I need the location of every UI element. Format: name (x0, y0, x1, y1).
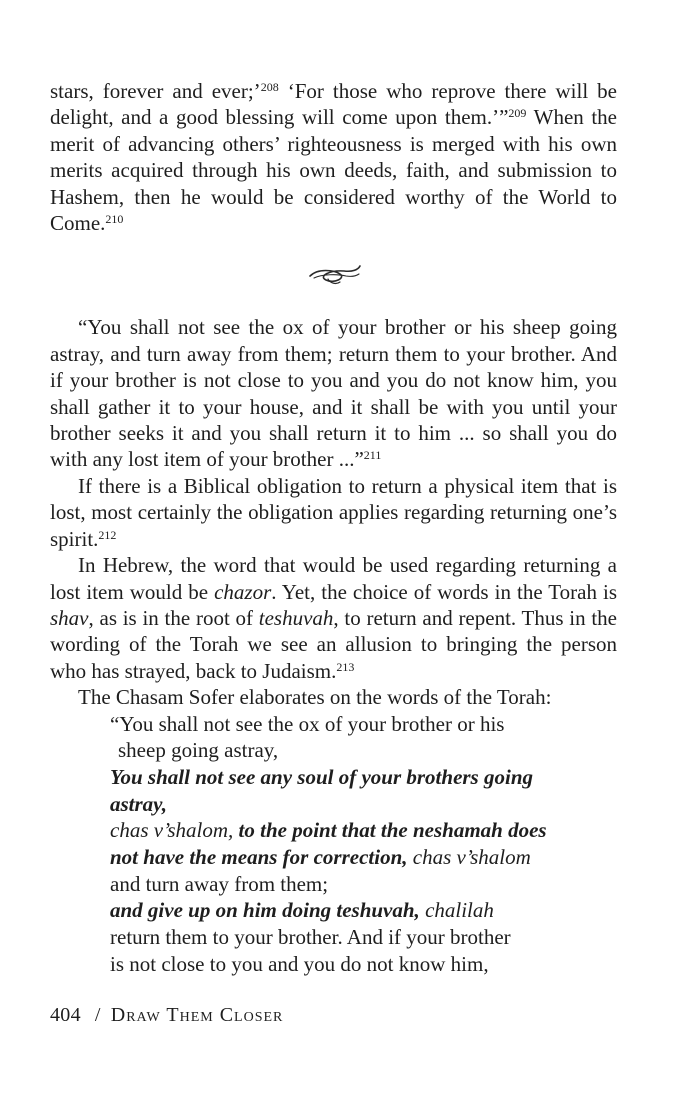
text-run: “You shall not see the ox of your brother or his sheep going astray, and turn away from them; return them to your brother. And if your brother is not close to you and you do not know him, you shall gather it to your house, and it shall be with you until your brother seeks it and you shall return it to him ... so shall you do with any lost item of your brother ...” (50, 315, 617, 472)
quote-text: and turn away from them; (110, 871, 329, 896)
block-quote-line (110, 764, 550, 791)
paragraph-torah-verse (50, 314, 617, 472)
block-quote-line (110, 844, 550, 871)
text-run: ‘For those who reprove there will be delight, and a good blessing will come upon them.’” (50, 79, 617, 130)
paragraph-merit-world-to-come (50, 78, 617, 236)
quote-text: “You shall not see the ox of your brother or his (110, 711, 505, 736)
commentary-emphasis: You shall not see any soul of your brothers going (110, 764, 533, 789)
quote-text: return them to your brother. And if your brother (110, 925, 511, 950)
footnote-ref: 212 (98, 527, 117, 542)
text-run: If there is a Biblical obligation to return a physical item that is lost, most certainly the obligation applies regarding returning one’s spirit. (50, 473, 617, 551)
commentary-emphasis: astray, (110, 791, 167, 816)
block-quote-line (110, 711, 550, 738)
text-run: When the merit of advancing others’ righteousness is merged with his own merits acquired through his own deeds, faith, and submission to Hashem, then he would be considered worthy of the World to Come. (50, 105, 618, 236)
paragraph-hebrew-word (50, 552, 617, 684)
block-quote-line (110, 817, 550, 844)
block-quote-line (110, 871, 550, 898)
text-run: . Yet, the choice of words in the Torah is (271, 579, 617, 604)
footnote-ref: 209 (508, 106, 527, 121)
page-number: 404 (50, 1004, 81, 1026)
flourish-ornament-icon (304, 262, 364, 288)
footer-separator: / (94, 1004, 101, 1026)
block-quote-line (110, 897, 550, 924)
italic-term: shav (50, 605, 89, 630)
italic-phrase: chas v’shalom, (110, 818, 239, 843)
text-run: In Hebrew, the word that would be used regarding returning a lost item would be (50, 553, 617, 604)
chasam-sofer-block-quote (110, 711, 550, 978)
quote-text: is not close to you and you do not know him, (110, 951, 489, 976)
running-book-title: Draw Them Closer (110, 1004, 284, 1026)
footnote-ref: 211 (363, 448, 382, 463)
italic-term: teshuvah (258, 605, 334, 630)
footnote-ref: 213 (336, 659, 355, 674)
footnote-ref: 210 (105, 212, 124, 227)
commentary-emphasis: to the point that the neshamah does (238, 818, 547, 843)
footnote-ref: 208 (260, 80, 279, 94)
text-run: stars, forever and ever;’ (50, 79, 261, 103)
page-body (50, 78, 617, 978)
block-quote-line (110, 791, 550, 818)
page-footer (50, 1004, 283, 1027)
commentary-emphasis: and give up on him doing teshuvah, (110, 898, 426, 923)
text-run: , to return and repent. Thus in the wording of the Torah we see an allusion to bringing the person who has strayed, back to Judaism. (50, 605, 617, 683)
block-quote-line (110, 924, 550, 951)
italic-term: chazor (214, 579, 272, 604)
italic-phrase: chas v’shalom (412, 845, 531, 870)
commentary-emphasis: not have the means for correction, (110, 845, 413, 870)
block-quote-line (110, 951, 550, 978)
paragraph-biblical-obligation (50, 473, 617, 552)
block-quote-line (110, 737, 550, 764)
paragraph-chasam-sofer-intro: The Chasam Sofer elaborates on the words of the Torah: (78, 685, 552, 710)
section-break-ornament (50, 262, 617, 288)
text-run: , as is in the root of (88, 605, 259, 630)
italic-phrase: chalilah (425, 898, 494, 923)
quote-text: sheep going astray, (118, 738, 279, 763)
